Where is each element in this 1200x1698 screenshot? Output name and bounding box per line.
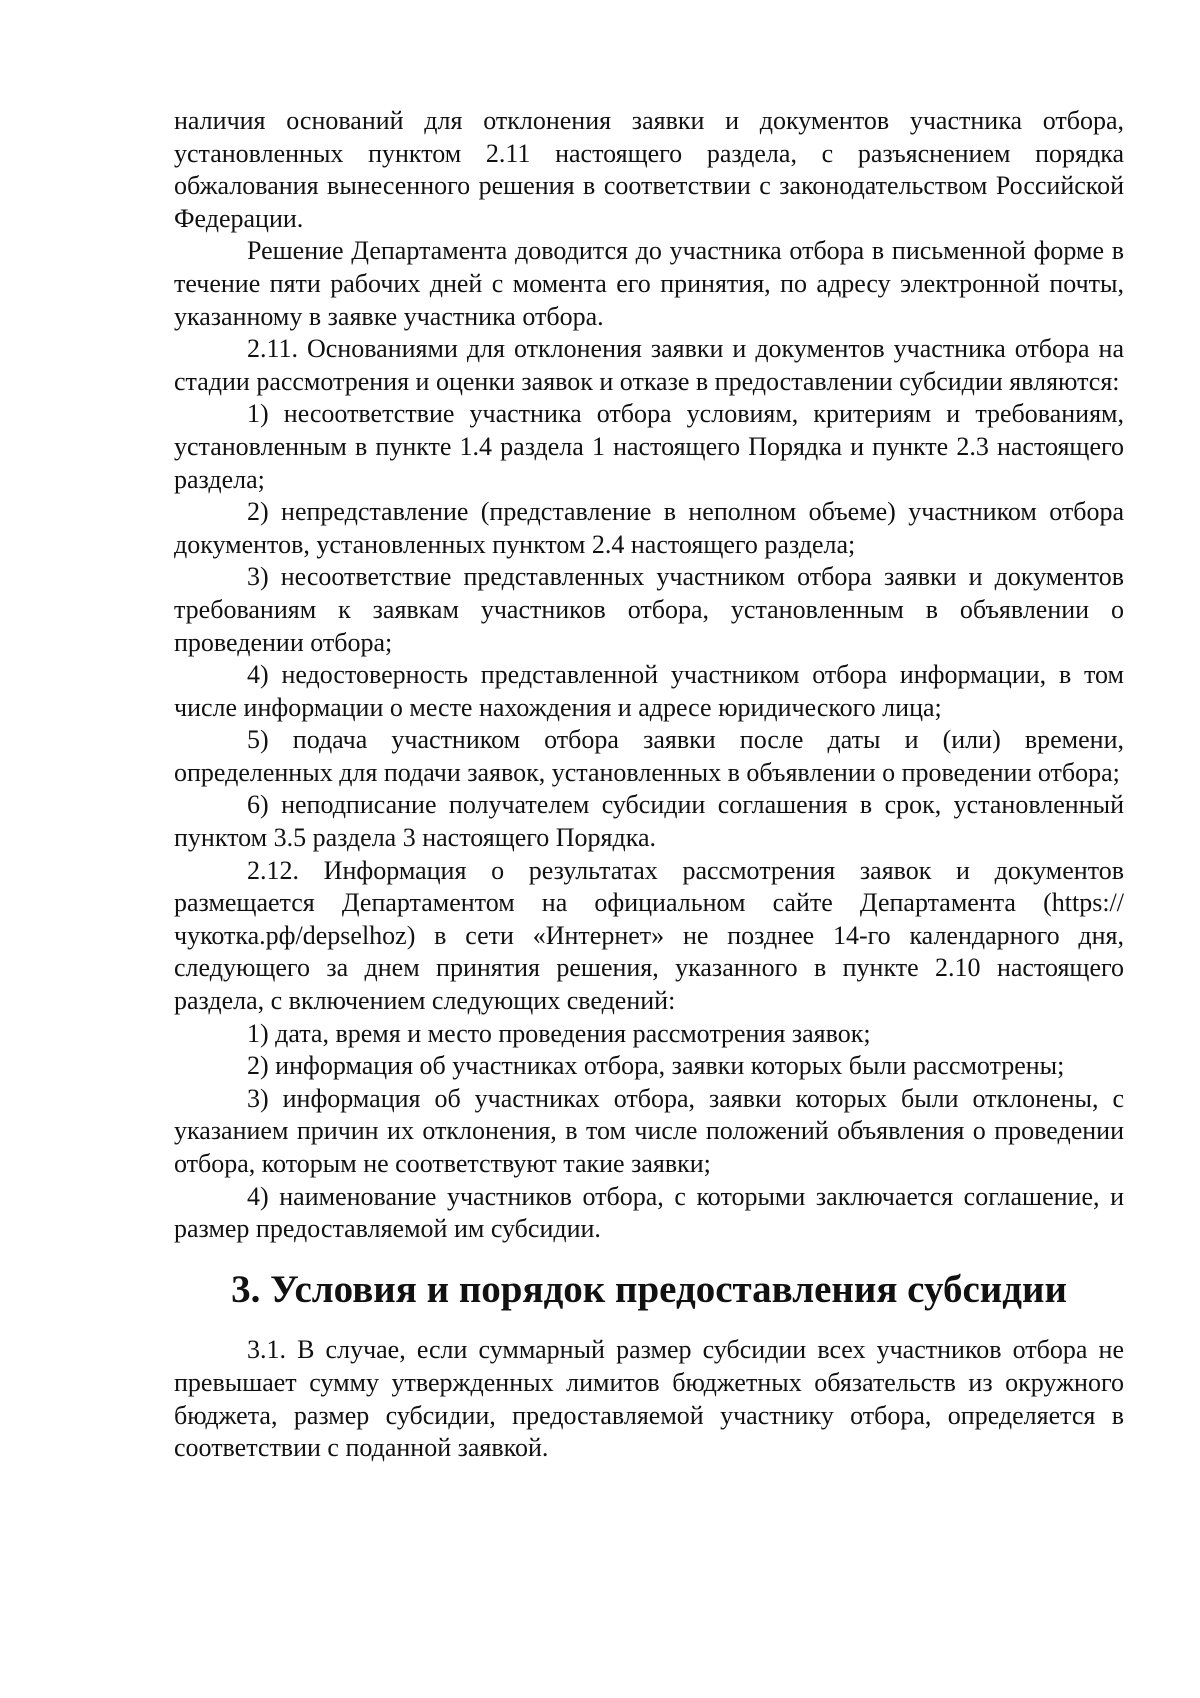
list-item: 5) подача участником отбора заявки после даты и (или) времени, определенных для подачи заявок, установленных в объявлении о проведении отбора;: [174, 725, 1124, 787]
list-item: 1) несоответствие участника отбора условиям, критериям и требованиям, установленным в пункте 1.4 раздела 1 настоящего Порядка и пункте 2.3 настоящего раздела;: [174, 399, 1124, 494]
list-item: 3) информация об участниках отбора, заявки которых были отклонены, с указанием причин их отклонения, в том числе положений объявления о проведении отбора, которым не соответствуют такие заявки;: [174, 1083, 1124, 1178]
document-body: [174, 105, 1124, 1465]
paragraph: наличия оснований для отклонения заявки и документов участника отбора, установленных пунктом 2.11 настоящего раздела, с разъяснением порядка обжалования вынесенного решения в соответствии с законодательством Российской Федерации.: [174, 106, 1124, 233]
list-item: 2) непредставление (представление в неполном объеме) участником отбора документов, установленных пунктом 2.4 настоящего раздела;: [174, 497, 1124, 559]
paragraph: 3.1. В случае, если суммарный размер субсидии всех участников отбора не превышает сумму утвержденных лимитов бюджетных обязательств из окружного бюджета, размер субсидии, предоставляемой участнику отбора, определяется в соответствии с поданной заявкой.: [174, 1335, 1124, 1463]
list-item: 4) недостоверность представленной участником отбора информации, в том числе информации о месте нахождения и адресе юридического лица;: [174, 660, 1124, 722]
list-item: 2) информация об участниках отбора, заявки которых были рассмотрены;: [247, 1051, 1065, 1081]
paragraph: Решение Департамента доводится до участника отбора в письменной форме в течение пяти рабочих дней с момента его принятия, по адресу электронной почты, указанному в заявке участника отбора.: [174, 236, 1124, 331]
list-item: 1) дата, время и место проведения рассмотрения заявок;: [247, 1018, 871, 1048]
section-heading: 3. Условия и порядок предоставления субсидии: [231, 1267, 1067, 1311]
list-item: 6) неподписание получателем субсидии соглашения в срок, установленный пунктом 3.5 раздела 3 настоящего Порядка.: [174, 790, 1124, 853]
list-item: 4) наименование участников отбора, с которыми заключается соглашение, и размер предоставляемой им субсидии.: [174, 1181, 1124, 1244]
paragraph: 2.12. Информация о результатах рассмотрения заявок и документов размещается Департаментом на официальном сайте Департамента (https://чукотка.рф/depselhoz) в сети «Интернет» не позднее 14-го календарного дня, следующего за днем принятия решения, указанного в пункте 2.10 настоящего раздела, с включением следующих сведений:: [174, 855, 1124, 1016]
list-item: 3) несоответствие представленных участником отбора заявки и документов требованиям к заявкам участников отбора, установленным в объявлении о проведении отбора;: [174, 562, 1124, 657]
paragraph: 2.11. Основаниями для отклонения заявки и документов участника отбора на стадии рассмотрения и оценки заявок и отказе в предоставлении субсидии являются:: [174, 334, 1124, 396]
